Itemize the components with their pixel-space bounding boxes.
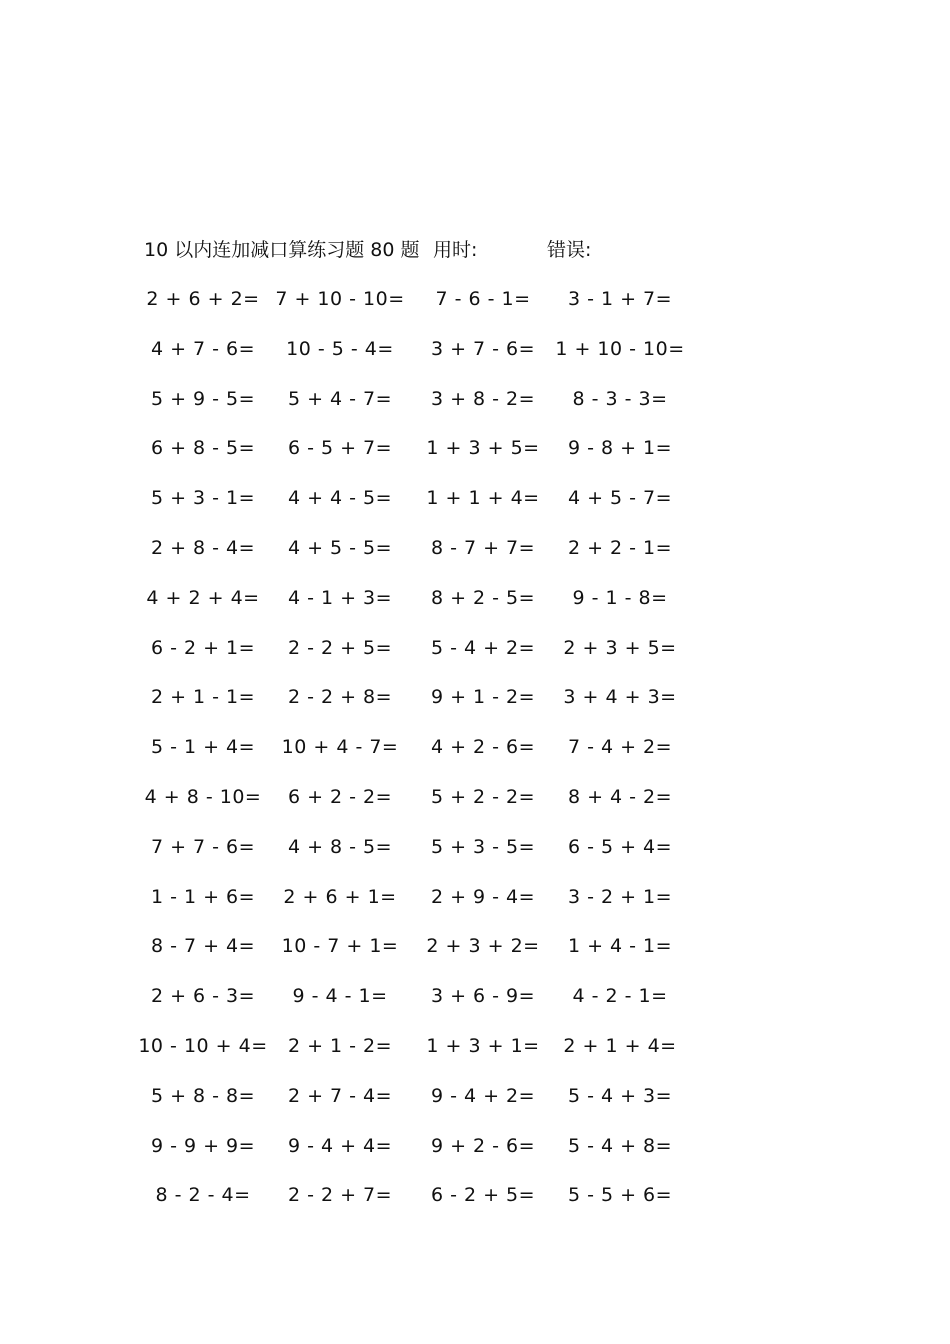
problem-row xyxy=(0,833,950,883)
math-problem: 2 - 2 + 7= xyxy=(287,1184,393,1207)
math-problem: 7 + 7 - 6= xyxy=(150,835,256,858)
math-problem: 1 + 10 - 10= xyxy=(555,337,685,360)
math-problem: 9 - 4 - 1= xyxy=(292,985,388,1008)
math-problem: 5 + 2 - 2= xyxy=(430,785,536,808)
problem-row xyxy=(0,883,950,933)
math-problem: 9 - 9 + 9= xyxy=(150,1134,256,1157)
math-problem: 2 - 2 + 5= xyxy=(287,636,393,659)
math-problem: 6 - 5 + 4= xyxy=(567,835,673,858)
math-problem: 8 + 2 - 5= xyxy=(430,586,536,609)
problem-row xyxy=(0,584,950,634)
math-problem: 9 + 2 - 6= xyxy=(430,1134,536,1157)
math-problem: 5 - 4 + 8= xyxy=(567,1134,673,1157)
math-problem: 4 + 8 - 10= xyxy=(144,785,262,808)
math-problem: 6 - 5 + 7= xyxy=(287,437,393,460)
math-problem: 2 + 6 - 3= xyxy=(150,985,256,1008)
math-problem: 3 - 1 + 7= xyxy=(567,288,673,310)
math-problem: 5 - 1 + 4= xyxy=(150,736,256,759)
math-problem: 3 - 2 + 1= xyxy=(567,885,673,908)
math-problem: 6 + 2 - 2= xyxy=(287,785,393,808)
math-problem: 4 + 2 - 6= xyxy=(430,736,536,759)
math-problem: 2 + 9 - 4= xyxy=(430,885,536,908)
time-label: 用时: xyxy=(433,239,478,261)
math-problem: 9 - 8 + 1= xyxy=(567,437,673,460)
math-problem: 2 + 7 - 4= xyxy=(287,1084,393,1107)
math-problem: 5 + 9 - 5= xyxy=(150,387,256,410)
math-problem: 7 - 4 + 2= xyxy=(567,736,673,759)
math-problem: 8 + 4 - 2= xyxy=(567,785,673,808)
math-problem: 5 + 3 - 1= xyxy=(150,487,256,510)
math-problem: 2 - 2 + 8= xyxy=(287,686,393,709)
math-problem: 2 + 8 - 4= xyxy=(150,536,256,559)
math-problem: 3 + 6 - 9= xyxy=(430,985,536,1008)
math-problem: 8 - 3 - 3= xyxy=(572,387,668,410)
math-problem: 4 - 1 + 3= xyxy=(287,586,393,609)
error-label: 错误: xyxy=(547,239,592,261)
math-problem: 1 + 4 - 1= xyxy=(567,935,673,958)
math-problem: 2 + 6 + 1= xyxy=(283,885,397,908)
problem-row xyxy=(0,434,950,484)
math-problem: 7 - 6 - 1= xyxy=(435,288,531,310)
math-problem: 2 + 1 - 2= xyxy=(287,1034,393,1057)
problem-row xyxy=(0,1032,950,1082)
math-problem: 10 + 4 - 7= xyxy=(281,736,399,759)
math-problem: 5 + 8 - 8= xyxy=(150,1084,256,1107)
math-problem: 6 + 8 - 5= xyxy=(150,437,256,460)
math-problem: 1 + 3 + 1= xyxy=(426,1034,540,1057)
math-problem: 3 + 7 - 6= xyxy=(430,337,536,360)
math-problem: 8 - 2 - 4= xyxy=(155,1184,251,1207)
math-problem: 5 - 4 + 3= xyxy=(567,1084,673,1107)
problem-row xyxy=(0,982,950,1032)
math-problem: 2 + 3 + 2= xyxy=(426,935,540,958)
problem-row xyxy=(0,683,950,733)
math-problem: 9 + 1 - 2= xyxy=(430,686,536,709)
math-problem: 4 + 5 - 7= xyxy=(567,487,673,510)
worksheet-header xyxy=(144,236,764,264)
problem-row xyxy=(0,335,950,385)
problem-row xyxy=(0,783,950,833)
math-problem: 4 + 2 + 4= xyxy=(146,586,260,609)
math-problem: 10 - 10 + 4= xyxy=(138,1034,268,1057)
math-problem: 2 + 3 + 5= xyxy=(563,636,677,659)
math-problem: 6 - 2 + 5= xyxy=(430,1184,536,1207)
math-problem: 9 - 4 + 2= xyxy=(430,1084,536,1107)
math-problem: 2 + 6 + 2= xyxy=(146,288,260,310)
problem-row xyxy=(0,634,950,684)
math-problem: 9 - 1 - 8= xyxy=(572,586,668,609)
problem-row xyxy=(0,1132,950,1182)
problem-row xyxy=(0,484,950,534)
problem-row xyxy=(0,285,950,335)
math-problem: 4 + 7 - 6= xyxy=(150,337,256,360)
math-problem: 4 + 5 - 5= xyxy=(287,536,393,559)
math-problem: 2 + 1 + 4= xyxy=(563,1034,677,1057)
math-problem: 1 + 1 + 4= xyxy=(426,487,540,510)
math-problem: 8 - 7 + 7= xyxy=(430,536,536,559)
math-problem: 5 - 4 + 2= xyxy=(430,636,536,659)
math-problem: 6 - 2 + 1= xyxy=(150,636,256,659)
math-problem: 4 + 8 - 5= xyxy=(287,835,393,858)
math-problem: 10 - 5 - 4= xyxy=(286,337,394,360)
problem-row xyxy=(0,733,950,783)
math-problem: 8 - 7 + 4= xyxy=(150,935,256,958)
math-problem: 5 + 4 - 7= xyxy=(287,387,393,410)
math-problem: 2 + 1 - 1= xyxy=(150,686,256,709)
math-problem: 1 - 1 + 6= xyxy=(150,885,256,908)
math-problem: 2 + 2 - 1= xyxy=(567,536,673,559)
math-problem: 5 - 5 + 6= xyxy=(567,1184,673,1207)
worksheet-title: 10 以内连加减口算练习题 80 题 xyxy=(144,239,420,261)
math-problem: 4 + 4 - 5= xyxy=(287,487,393,510)
problem-row xyxy=(0,932,950,982)
math-problem: 3 + 8 - 2= xyxy=(430,387,536,410)
math-problem: 10 - 7 + 1= xyxy=(281,935,399,958)
problem-row xyxy=(0,534,950,584)
math-problem: 4 - 2 - 1= xyxy=(572,985,668,1008)
math-problem: 1 + 3 + 5= xyxy=(426,437,540,460)
math-problem: 3 + 4 + 3= xyxy=(563,686,677,709)
problem-row xyxy=(0,385,950,435)
math-problem: 9 - 4 + 4= xyxy=(287,1134,393,1157)
problem-grid xyxy=(0,285,950,1231)
math-problem: 7 + 10 - 10= xyxy=(275,288,405,310)
math-problem: 5 + 3 - 5= xyxy=(430,835,536,858)
problem-row xyxy=(0,1082,950,1132)
problem-row xyxy=(0,1181,950,1231)
